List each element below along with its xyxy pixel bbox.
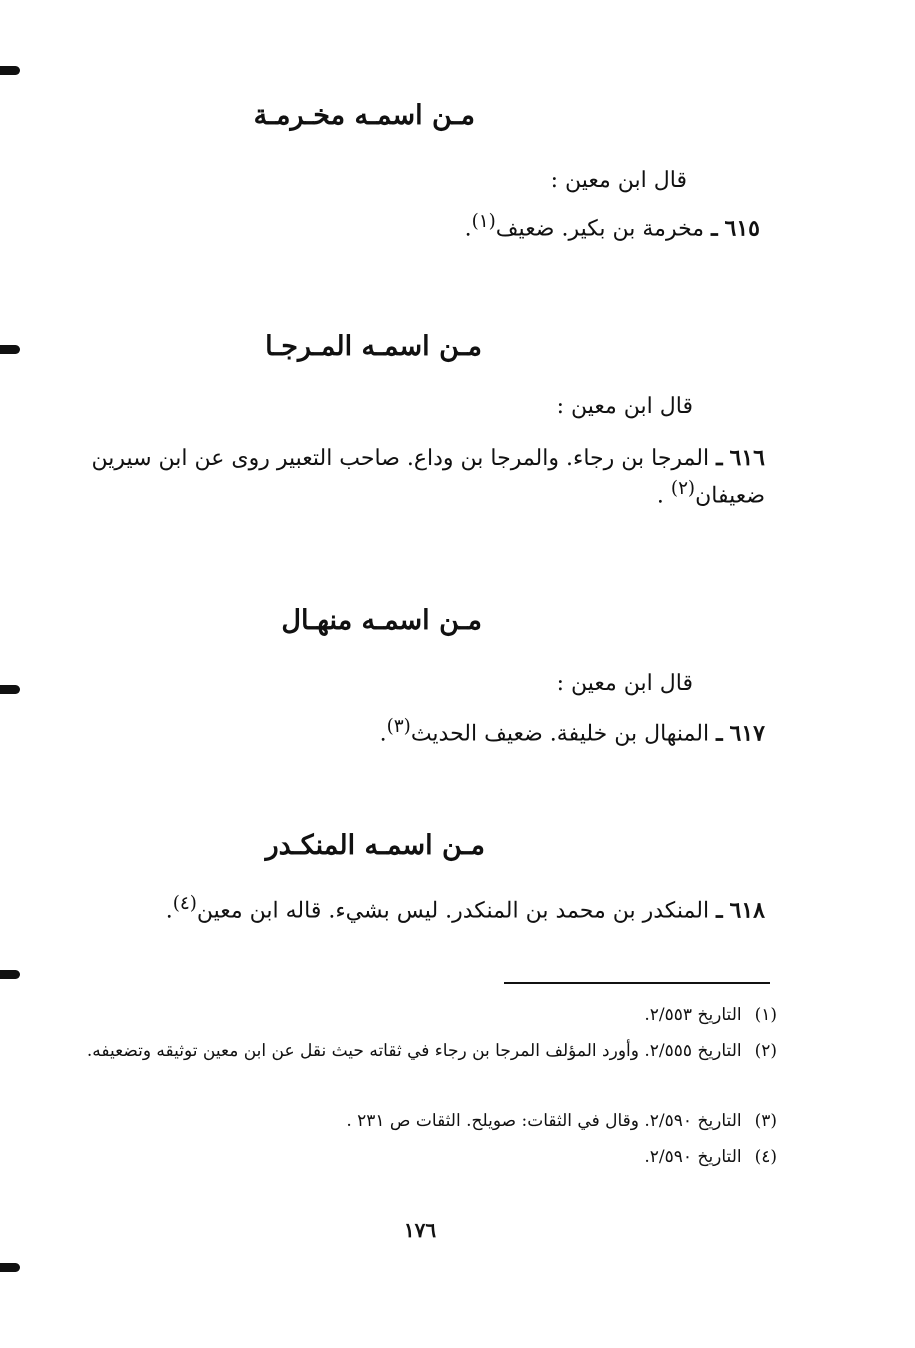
footnote-text: التاريخ ٢/٥٥٣.: [644, 1005, 742, 1025]
entry-text: المنكدر بن محمد بن المنكدر. ليس بشيء. قاله ابن معين: [196, 898, 710, 924]
entry-dash: ـ: [716, 445, 723, 471]
section-heading: مـن اسمـه منهـال: [281, 605, 482, 636]
entry-end: .: [379, 721, 387, 747]
entry-dash: ـ: [716, 720, 723, 747]
entry-dash: ـ: [716, 897, 723, 924]
entry-615: [465, 208, 760, 245]
entry-end: .: [165, 898, 173, 924]
footnote-ref: (٣): [386, 716, 411, 737]
entry-number: ٦١٥: [724, 215, 760, 242]
footnote: [77, 1108, 777, 1134]
footnote-number: (٢): [754, 1041, 777, 1061]
edge-mark: [0, 685, 20, 694]
section-intro: قال ابن معين :: [556, 671, 693, 696]
entry-617: [380, 713, 765, 750]
footnote-text: التاريخ ٢/٥٩٠. وقال في الثقات: صويلح. الثقات ص ٢٣١ .: [346, 1111, 742, 1131]
footnote-ref: (١): [471, 211, 496, 232]
edge-mark: [0, 1263, 20, 1272]
footnote-number: (٤): [754, 1147, 777, 1167]
footnote-number: (٣): [754, 1111, 777, 1131]
entry-dash: ـ: [711, 215, 718, 242]
entry-text: مخرمة بن بكير. ضعيف: [495, 216, 705, 242]
entry-618: [166, 890, 765, 927]
edge-mark: [0, 345, 20, 354]
section-intro: قال ابن معين :: [550, 168, 687, 193]
footnote-ref: (٤): [172, 893, 197, 914]
footnote-ref: (٢): [670, 478, 696, 499]
footnote-rule: [504, 982, 770, 984]
footnote: [77, 1002, 777, 1028]
section-heading: مـن اسمـه مخـرمـة: [253, 100, 475, 131]
edge-mark: [0, 66, 20, 75]
entry-616: [70, 442, 765, 512]
entry-text: المرجا بن رجاء. والمرجا بن وداع. صاحب التعبير روى عن ابن سيرين ضعيفان: [91, 446, 765, 509]
footnote: [77, 1144, 777, 1170]
footnote-text: التاريخ ٢/٥٥٥. وأورد المؤلف المرجا بن رجاء في ثقاته حيث نقل عن ابن معين توثيقه وتضعيفه.: [86, 1041, 742, 1061]
footnote-number: (١): [754, 1005, 777, 1025]
section-heading: مـن اسمـه المنكـدر: [265, 830, 485, 861]
entry-number: ٦١٦: [729, 445, 765, 471]
entry-end: .: [464, 216, 472, 242]
footnote: [77, 1038, 777, 1064]
section-intro: قال ابن معين :: [556, 394, 693, 419]
entry-number: ٦١٧: [729, 720, 765, 747]
footnote-text: التاريخ ٢/٥٩٠.: [644, 1147, 742, 1167]
page-number: ١٧٦: [403, 1218, 437, 1242]
section-heading: مـن اسمـه المـرجـا: [265, 331, 482, 362]
edge-mark: [0, 970, 20, 979]
entry-number: ٦١٨: [729, 897, 765, 924]
entry-end: .: [656, 483, 671, 509]
entry-text: المنهال بن خليفة. ضعيف الحديث: [410, 721, 710, 747]
